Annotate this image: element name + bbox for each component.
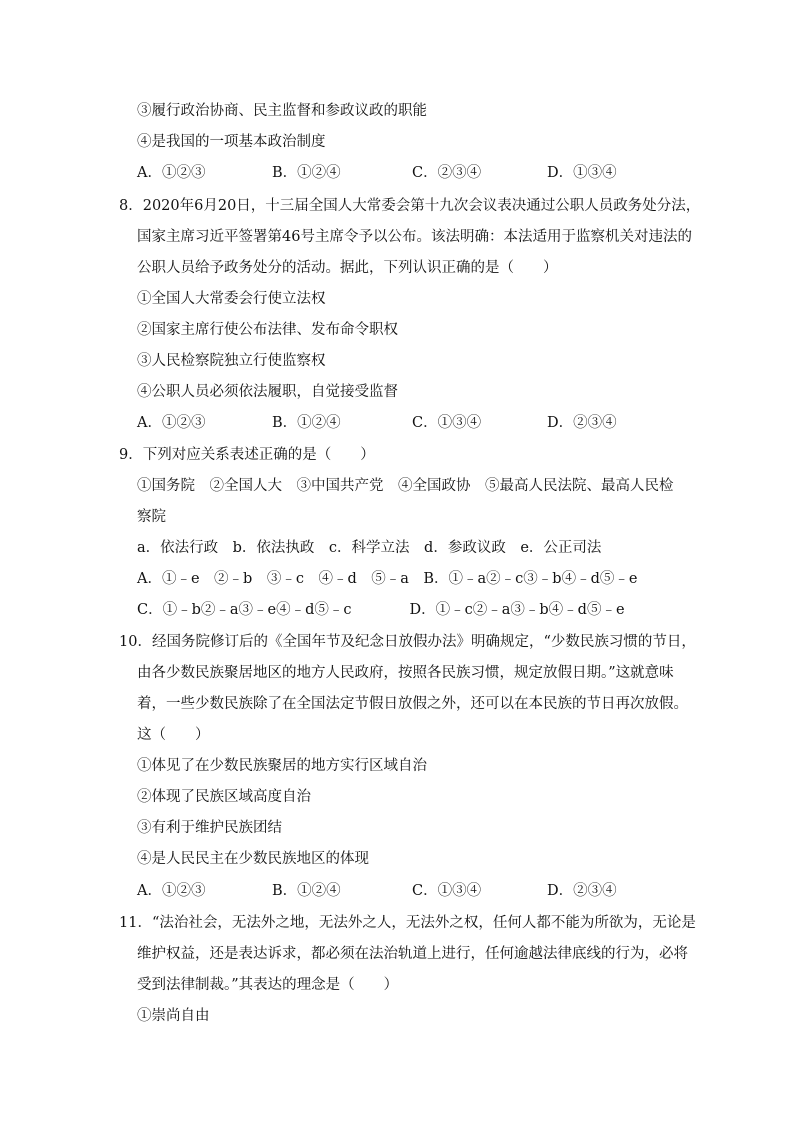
q8-item-2: ②国家主席行使公布法律、发布命令职权	[137, 322, 398, 338]
q9-option-line-1[interactable]: A．①﹣e ②﹣b ③﹣c ④﹣d ⑤﹣a B．①﹣a②﹣c③﹣b④﹣d⑤﹣e	[137, 571, 638, 587]
q10-item-2: ②体现了民族区域高度自治	[137, 789, 311, 805]
q8-item-4: ④公职人员必须依法履职，自觉接受监督	[137, 384, 398, 400]
q10-stem-line-4: 这（ ）	[137, 727, 210, 743]
q7-option-b[interactable]: B．①②④	[272, 165, 341, 181]
q8-stem-line-3: 公职人员给予政务处分的活动。据此，下列认识正确的是（ ）	[137, 260, 558, 276]
q7-option-a[interactable]: A．①②③	[137, 165, 206, 181]
q8-stem-line-2: 国家主席习近平签署第46号主席令予以公布。该法明确：本法适用于监察机关对违法的	[137, 229, 692, 245]
q10-option-c[interactable]: C．①③④	[412, 883, 482, 899]
q8-item-1: ①全国人大常委会行使立法权	[137, 291, 326, 307]
q10-option-b[interactable]: B．①②④	[272, 883, 341, 899]
q8-option-d[interactable]: D．②③④	[547, 415, 617, 431]
q11-stem-line-2: 维护权益，还是表达诉求，都必须在法治轨道上进行，任何逾越法律底线的行为，必将	[137, 946, 688, 962]
q10-item-3: ③有利于维护民族团结	[137, 820, 282, 836]
q11-stem-line-3: 受到法律制裁。”其表达的理念是（ ）	[137, 977, 399, 993]
q9-letters: a．依法行政 b．依法执政 c．科学立法 d．参政议政 e．公正司法	[137, 540, 602, 556]
q10-item-4: ④是人民民主在少数民族地区的体现	[137, 851, 369, 867]
q10-item-1: ①体见了在少数民族聚居的地方实行区域自治	[137, 758, 427, 774]
q11-stem-line-1: 11．“法治社会，无法外之地，无法外之人，无法外之权，任何人都不能为所欲为，无论是	[119, 915, 696, 931]
q8-item-3: ③人民检察院独立行使监察权	[137, 353, 326, 369]
q7-item-3: ③履行政治协商、民主监督和参政议政的职能	[137, 103, 427, 119]
q9-list-line-1: ①国务院 ②全国人大 ③中国共产党 ④全国政协 ⑤最高人民法院、最高人民检	[137, 478, 674, 494]
q9-list-line-2: 察院	[137, 509, 166, 525]
q10-stem-line-2: 由各少数民族聚居地区的地方人民政府，按照各民族习惯，规定放假日期。”这就意味	[137, 665, 674, 681]
q8-option-c[interactable]: C．①③④	[412, 415, 482, 431]
q7-item-4: ④是我国的一项基本政治制度	[137, 134, 326, 150]
q11-item-1: ①崇尚自由	[137, 1008, 210, 1024]
q10-option-a[interactable]: A．①②③	[137, 883, 206, 899]
q10-option-d[interactable]: D．②③④	[547, 883, 617, 899]
q8-stem-line-1: 8．2020年6月20日，十三届全国人大常委会第十九次会议表决通过公职人员政务处分法，	[119, 198, 701, 214]
q9-stem: 9．下列对应关系表述正确的是（ ）	[119, 447, 375, 463]
q10-stem-line-3: 着，一些少数民族除了在全国法定节假日放假之外，还可以在本民族的节日再次放假。	[137, 696, 688, 712]
q8-option-b[interactable]: B．①②④	[272, 415, 341, 431]
q9-option-line-2[interactable]: C．①﹣b②﹣a③﹣e④﹣d⑤﹣c D．①﹣c②﹣a③﹣b④﹣d⑤﹣e	[137, 602, 625, 618]
q7-option-d[interactable]: D．①③④	[547, 165, 617, 181]
q8-option-a[interactable]: A．①②③	[137, 415, 206, 431]
q7-option-c[interactable]: C．②③④	[412, 165, 482, 181]
q10-stem-line-1: 10．经国务院修订后的《全国年节及纪念日放假办法》明确规定，“少数民族习惯的节日，	[119, 634, 696, 650]
